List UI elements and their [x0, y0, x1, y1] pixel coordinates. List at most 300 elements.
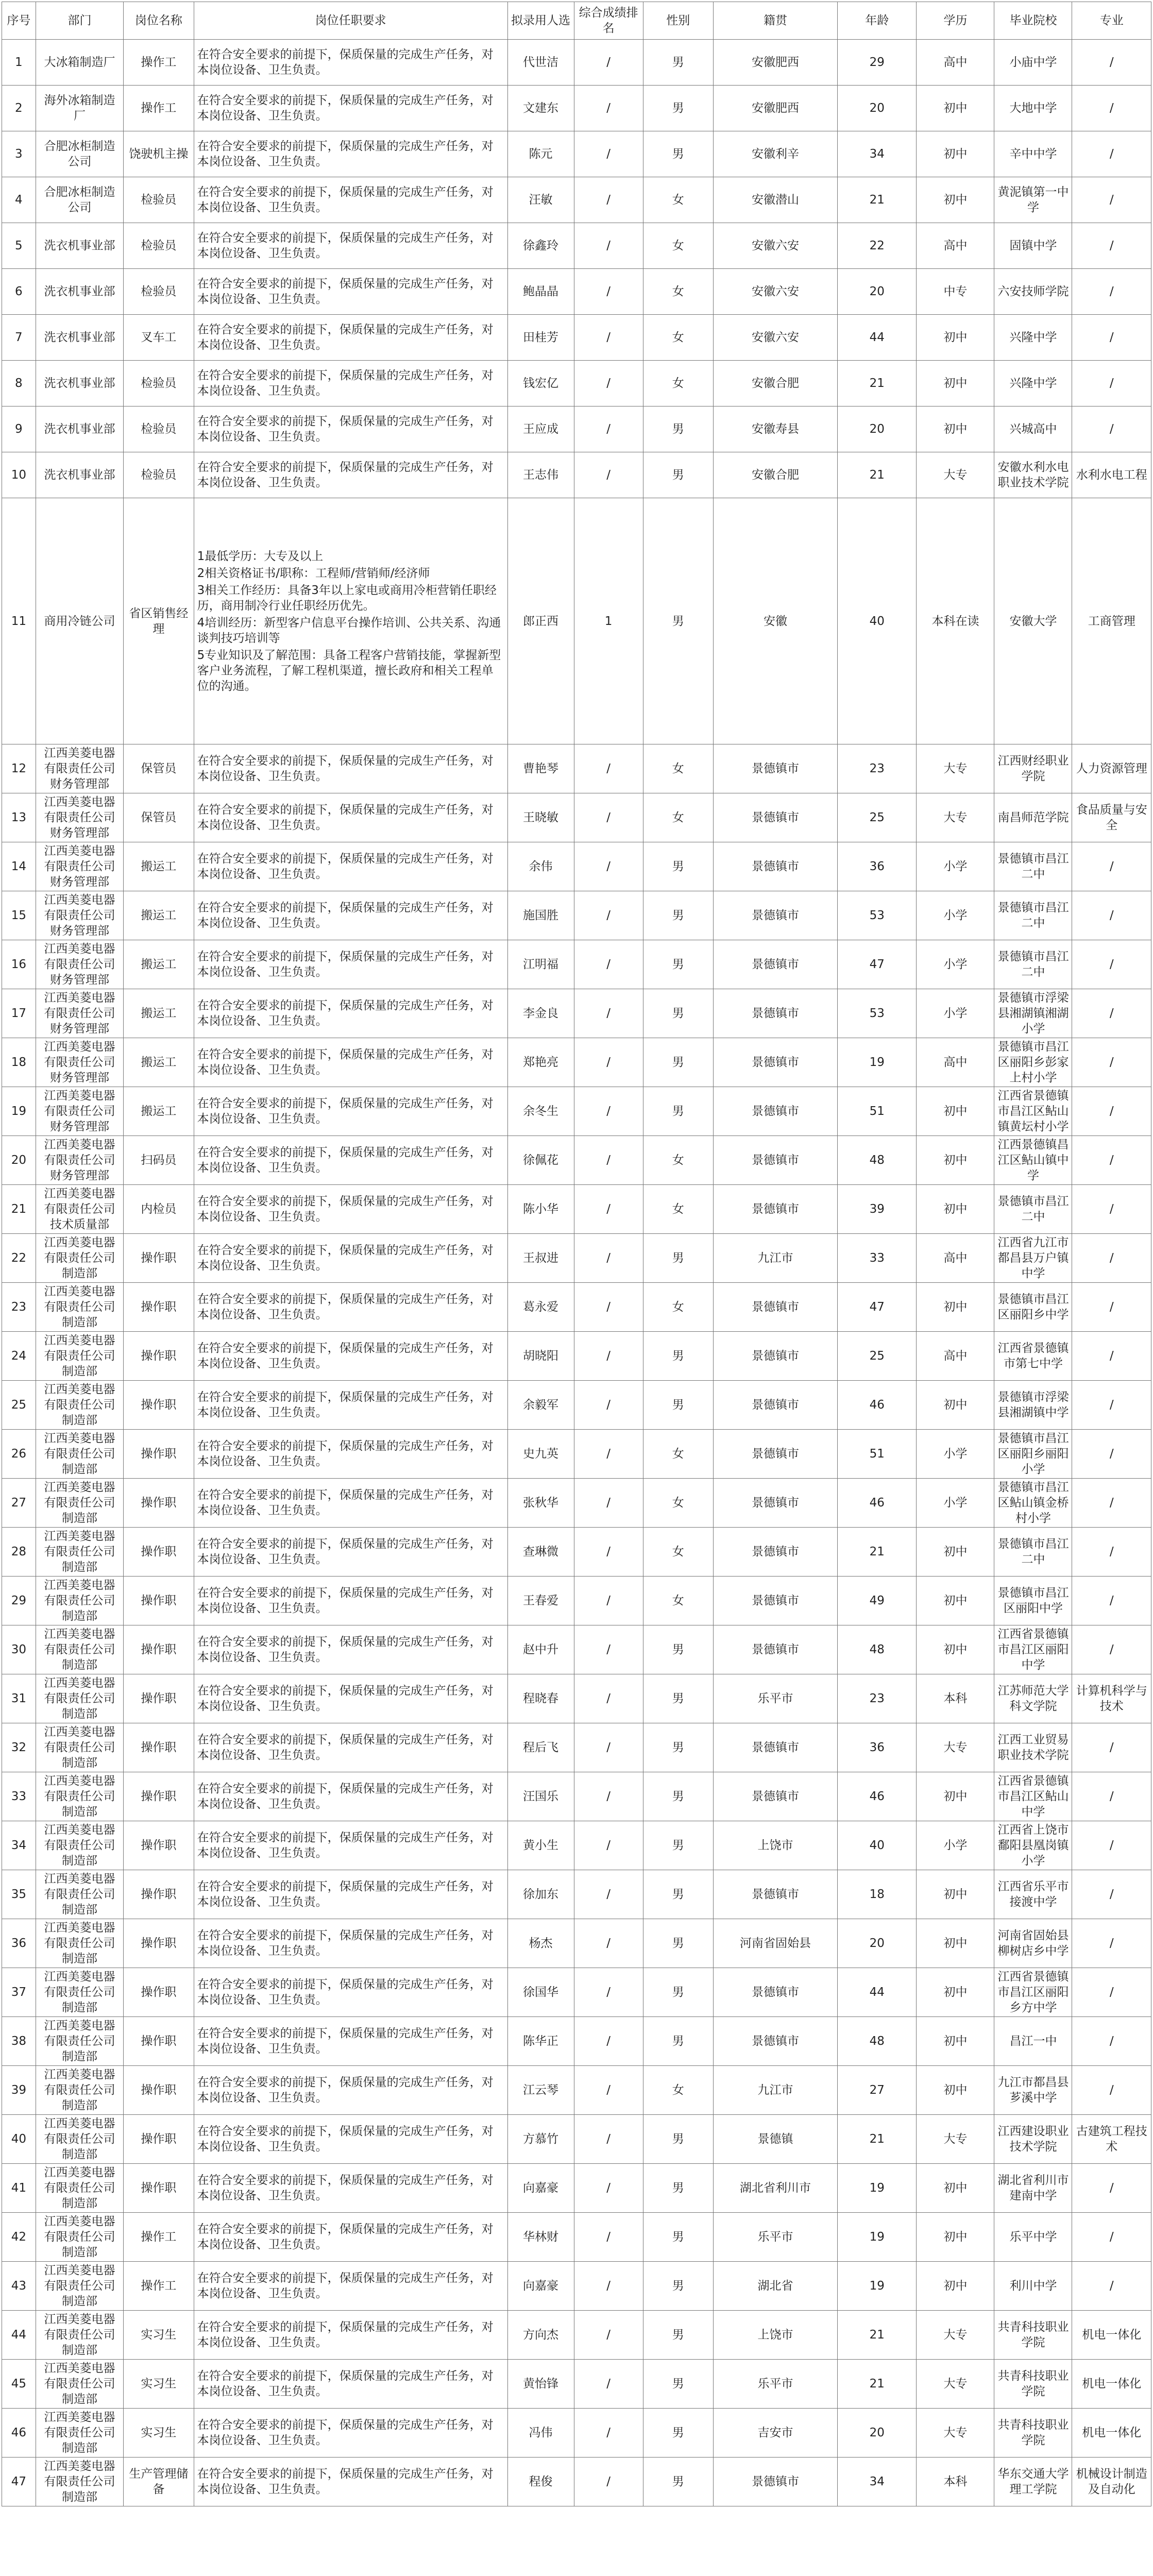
sex-cell: 男: [643, 989, 713, 1038]
age-cell: 19: [838, 1038, 917, 1087]
school-cell: 景德镇市昌江二中: [994, 842, 1072, 891]
age-cell: 39: [838, 1185, 917, 1234]
job-title-cell: 操作职: [124, 1381, 194, 1430]
rank-cell: /: [574, 2115, 643, 2164]
sex-cell: 男: [643, 1674, 713, 1723]
candidate-name-cell: 程俊: [507, 2458, 574, 2506]
job-title-cell: 搬运工: [124, 1087, 194, 1136]
candidate-name-cell: 徐加东: [507, 1870, 574, 1919]
header-rank: 综合成绩排名: [574, 2, 643, 40]
age-cell: 29: [838, 40, 917, 86]
table-row: [2, 793, 1151, 842]
origin-cell: 景德镇市: [713, 1381, 837, 1430]
table-header-row: [2, 2, 1151, 40]
department-cell: 江西美菱电器有限责任公司财务管理部: [36, 1038, 123, 1087]
department-cell: 江西美菱电器有限责任公司制造部: [36, 2311, 123, 2360]
job-requirement-cell: 在符合安全要求的前提下，保质保量的完成生产任务，对本岗位设备、卫生负责。: [194, 2360, 507, 2409]
job-title-cell: 操作职: [124, 1479, 194, 1528]
row-number-cell: 4: [2, 177, 36, 223]
education-cell: 小学: [917, 940, 994, 989]
candidate-name-cell: 程后飞: [507, 1723, 574, 1772]
school-cell: 江西省景德镇市昌江区丽阳乡方中学: [994, 1968, 1072, 2017]
origin-cell: 景德镇市: [713, 1968, 837, 2017]
job-requirement-cell: 在符合安全要求的前提下，保质保量的完成生产任务，对本岗位设备、卫生负责。: [194, 361, 507, 406]
rank-cell: /: [574, 406, 643, 452]
origin-cell: 安徽六安: [713, 315, 837, 361]
row-number-cell: 34: [2, 1821, 36, 1870]
row-number-cell: 11: [2, 498, 36, 744]
sex-cell: 男: [643, 2164, 713, 2213]
school-cell: 江西省景德镇市第七中学: [994, 1332, 1072, 1381]
major-cell: 机电一体化: [1072, 2409, 1151, 2458]
origin-cell: 景德镇市: [713, 1723, 837, 1772]
school-cell: 乐平中学: [994, 2213, 1072, 2262]
age-cell: 21: [838, 361, 917, 406]
job-requirement-cell: 在符合安全要求的前提下，保质保量的完成生产任务，对本岗位设备、卫生负责。: [194, 269, 507, 315]
origin-cell: 安徽潜山: [713, 177, 837, 223]
candidate-name-cell: 王志伟: [507, 452, 574, 498]
rank-cell: 1: [574, 498, 643, 744]
education-cell: 高中: [917, 1234, 994, 1283]
candidate-name-cell: 郑艳亮: [507, 1038, 574, 1087]
table-row: [2, 842, 1151, 891]
school-cell: 湖北省利川市建南中学: [994, 2164, 1072, 2213]
origin-cell: 安徽肥西: [713, 40, 837, 86]
sex-cell: 男: [643, 842, 713, 891]
sex-cell: 男: [643, 2409, 713, 2458]
rank-cell: /: [574, 842, 643, 891]
header-education: 学历: [917, 2, 994, 40]
major-cell: /: [1072, 1087, 1151, 1136]
department-cell: 江西美菱电器有限责任公司制造部: [36, 2213, 123, 2262]
school-cell: 江西省景德镇市昌江区鲇山中学: [994, 1772, 1072, 1821]
candidate-name-cell: 曹艳琴: [507, 744, 574, 793]
school-cell: 兴隆中学: [994, 361, 1072, 406]
major-cell: /: [1072, 1870, 1151, 1919]
candidate-name-cell: 李金良: [507, 989, 574, 1038]
row-number-cell: 31: [2, 1674, 36, 1723]
education-cell: 本科: [917, 1674, 994, 1723]
department-cell: 江西美菱电器有限责任公司制造部: [36, 2360, 123, 2409]
job-requirement-cell: 在符合安全要求的前提下，保质保量的完成生产任务，对本岗位设备、卫生负责。: [194, 1087, 507, 1136]
job-title-cell: 操作职: [124, 1332, 194, 1381]
school-cell: 辛中中学: [994, 131, 1072, 177]
table-row: [2, 1332, 1151, 1381]
sex-cell: 男: [643, 406, 713, 452]
school-cell: 江苏师范大学科文学院: [994, 1674, 1072, 1723]
department-cell: 江西美菱电器有限责任公司制造部: [36, 1234, 123, 1283]
department-cell: 江西美菱电器有限责任公司制造部: [36, 1674, 123, 1723]
job-requirement-cell: 在符合安全要求的前提下，保质保量的完成生产任务，对本岗位设备、卫生负责。: [194, 131, 507, 177]
education-cell: 高中: [917, 40, 994, 86]
school-cell: 共青科技职业学院: [994, 2409, 1072, 2458]
job-title-cell: 搬运工: [124, 989, 194, 1038]
candidate-name-cell: 田桂芳: [507, 315, 574, 361]
school-cell: 六安技师学院: [994, 269, 1072, 315]
school-cell: 景德镇市昌江二中: [994, 1185, 1072, 1234]
education-cell: 高中: [917, 223, 994, 269]
candidate-name-cell: 张秋华: [507, 1479, 574, 1528]
rank-cell: /: [574, 1185, 643, 1234]
job-title-cell: 实习生: [124, 2360, 194, 2409]
candidate-name-cell: 葛永爱: [507, 1283, 574, 1332]
major-cell: /: [1072, 1625, 1151, 1674]
school-cell: 景德镇市昌江二中: [994, 1528, 1072, 1577]
job-requirement-cell: 在符合安全要求的前提下，保质保量的完成生产任务，对本岗位设备、卫生负责。: [194, 1625, 507, 1674]
origin-cell: 安徽合肥: [713, 361, 837, 406]
origin-cell: 安徽六安: [713, 223, 837, 269]
candidate-name-cell: 徐鑫玲: [507, 223, 574, 269]
education-cell: 本科在读: [917, 498, 994, 744]
school-cell: 江西省景德镇市昌江区鲇山镇黄坛村小学: [994, 1087, 1072, 1136]
school-cell: 共青科技职业学院: [994, 2311, 1072, 2360]
education-cell: 高中: [917, 1038, 994, 1087]
origin-cell: 景德镇市: [713, 1038, 837, 1087]
row-number-cell: 42: [2, 2213, 36, 2262]
department-cell: 江西美菱电器有限责任公司制造部: [36, 1968, 123, 2017]
age-cell: 44: [838, 1968, 917, 2017]
table-row: [2, 1381, 1151, 1430]
major-cell: /: [1072, 891, 1151, 940]
sex-cell: 男: [643, 2213, 713, 2262]
rank-cell: /: [574, 2066, 643, 2115]
table-row: [2, 498, 1151, 744]
sex-cell: 男: [643, 40, 713, 86]
department-cell: 海外冰箱制造厂: [36, 86, 123, 131]
row-number-cell: 22: [2, 1234, 36, 1283]
major-cell: 机械设计制造及自动化: [1072, 2458, 1151, 2506]
header-candidate: 拟录用人选: [507, 2, 574, 40]
requirement-item: 2相关资格证书/职称：工程师/营销师/经济师: [197, 566, 430, 580]
sex-cell: 女: [643, 1283, 713, 1332]
job-requirement-cell: 在符合安全要求的前提下，保质保量的完成生产任务，对本岗位设备、卫生负责。: [194, 1381, 507, 1430]
age-cell: 20: [838, 2409, 917, 2458]
table-row: [2, 1479, 1151, 1528]
school-cell: 南昌师范学院: [994, 793, 1072, 842]
major-cell: /: [1072, 361, 1151, 406]
job-requirement-cell: 在符合安全要求的前提下，保质保量的完成生产任务，对本岗位设备、卫生负责。: [194, 2458, 507, 2506]
education-cell: 大专: [917, 744, 994, 793]
table-row: [2, 40, 1151, 86]
row-number-cell: 46: [2, 2409, 36, 2458]
row-number-cell: 9: [2, 406, 36, 452]
origin-cell: 景德镇市: [713, 1087, 837, 1136]
rank-cell: /: [574, 452, 643, 498]
job-requirement-cell: 在符合安全要求的前提下，保质保量的完成生产任务，对本岗位设备、卫生负责。: [194, 2409, 507, 2458]
table-row: [2, 2409, 1151, 2458]
department-cell: 江西美菱电器有限责任公司制造部: [36, 2164, 123, 2213]
origin-cell: 景德镇市: [713, 1870, 837, 1919]
rank-cell: /: [574, 1723, 643, 1772]
table-row: [2, 2458, 1151, 2506]
department-cell: 江西美菱电器有限责任公司财务管理部: [36, 744, 123, 793]
job-title-cell: 检验员: [124, 406, 194, 452]
origin-cell: 景德镇市: [713, 1479, 837, 1528]
candidate-name-cell: 余冬生: [507, 1087, 574, 1136]
age-cell: 23: [838, 744, 917, 793]
age-cell: 47: [838, 1283, 917, 1332]
job-title-cell: 操作职: [124, 2017, 194, 2066]
table-row: [2, 223, 1151, 269]
table-row: [2, 1136, 1151, 1185]
origin-cell: 乐平市: [713, 2360, 837, 2409]
job-title-cell: 操作职: [124, 1234, 194, 1283]
row-number-cell: 40: [2, 2115, 36, 2164]
department-cell: 江西美菱电器有限责任公司制造部: [36, 1919, 123, 1968]
candidate-name-cell: 鲍晶晶: [507, 269, 574, 315]
job-title-cell: 省区销售经理: [124, 498, 194, 744]
row-number-cell: 1: [2, 40, 36, 86]
job-requirement-cell: 在符合安全要求的前提下，保质保量的完成生产任务，对本岗位设备、卫生负责。: [194, 315, 507, 361]
candidate-name-cell: 汪敏: [507, 177, 574, 223]
table-row: [2, 315, 1151, 361]
job-requirement-cell: 在符合安全要求的前提下，保质保量的完成生产任务，对本岗位设备、卫生负责。: [194, 1674, 507, 1723]
row-number-cell: 29: [2, 1577, 36, 1625]
job-requirement-cell: 在符合安全要求的前提下，保质保量的完成生产任务，对本岗位设备、卫生负责。: [194, 1430, 507, 1479]
education-cell: 初中: [917, 1528, 994, 1577]
job-requirement-cell: 在符合安全要求的前提下，保质保量的完成生产任务，对本岗位设备、卫生负责。: [194, 1968, 507, 2017]
major-cell: /: [1072, 989, 1151, 1038]
sex-cell: 女: [643, 1479, 713, 1528]
department-cell: 江西美菱电器有限责任公司财务管理部: [36, 940, 123, 989]
table-row: [2, 2360, 1151, 2409]
education-cell: 大专: [917, 2409, 994, 2458]
table-row: [2, 2311, 1151, 2360]
rank-cell: /: [574, 1528, 643, 1577]
school-cell: 江西建设职业技术学院: [994, 2115, 1072, 2164]
school-cell: 景德镇市昌江区丽阳乡彭家上村小学: [994, 1038, 1072, 1087]
age-cell: 21: [838, 2360, 917, 2409]
major-cell: /: [1072, 131, 1151, 177]
row-number-cell: 38: [2, 2017, 36, 2066]
row-number-cell: 5: [2, 223, 36, 269]
sex-cell: 男: [643, 452, 713, 498]
origin-cell: 湖北省利川市: [713, 2164, 837, 2213]
table-row: [2, 940, 1151, 989]
table-row: [2, 1919, 1151, 1968]
education-cell: 小学: [917, 842, 994, 891]
age-cell: 40: [838, 1821, 917, 1870]
sex-cell: 女: [643, 1577, 713, 1625]
origin-cell: 安徽六安: [713, 269, 837, 315]
rank-cell: /: [574, 2409, 643, 2458]
candidate-name-cell: 黄怡锋: [507, 2360, 574, 2409]
age-cell: 27: [838, 2066, 917, 2115]
requirement-item: 1最低学历：大专及以上: [197, 549, 324, 563]
department-cell: 江西美菱电器有限责任公司财务管理部: [36, 891, 123, 940]
school-cell: 江西省景德镇市昌江区丽阳中学: [994, 1625, 1072, 1674]
education-cell: 初中: [917, 1185, 994, 1234]
age-cell: 51: [838, 1087, 917, 1136]
job-requirement-cell: 在符合安全要求的前提下，保质保量的完成生产任务，对本岗位设备、卫生负责。: [194, 452, 507, 498]
job-requirement-cell: 在符合安全要求的前提下，保质保量的完成生产任务，对本岗位设备、卫生负责。: [194, 1479, 507, 1528]
rank-cell: /: [574, 1674, 643, 1723]
job-requirement-cell: 在符合安全要求的前提下，保质保量的完成生产任务，对本岗位设备、卫生负责。: [194, 940, 507, 989]
origin-cell: 上饶市: [713, 2311, 837, 2360]
department-cell: 江西美菱电器有限责任公司制造部: [36, 2066, 123, 2115]
major-cell: 机电一体化: [1072, 2311, 1151, 2360]
candidate-name-cell: 王叔进: [507, 1234, 574, 1283]
table-row: [2, 1528, 1151, 1577]
rank-cell: /: [574, 2458, 643, 2506]
job-title-cell: 实习生: [124, 2311, 194, 2360]
education-cell: 初中: [917, 131, 994, 177]
age-cell: 33: [838, 1234, 917, 1283]
age-cell: 53: [838, 891, 917, 940]
education-cell: 初中: [917, 1625, 994, 1674]
rank-cell: /: [574, 1870, 643, 1919]
job-title-cell: 保管员: [124, 744, 194, 793]
sex-cell: 女: [643, 1136, 713, 1185]
department-cell: 洗衣机事业部: [36, 452, 123, 498]
school-cell: 景德镇市浮梁县湘湖镇湘湖小学: [994, 989, 1072, 1038]
job-title-cell: 检验员: [124, 452, 194, 498]
job-title-cell: 操作职: [124, 1870, 194, 1919]
education-cell: 初中: [917, 2164, 994, 2213]
school-cell: 景德镇市昌江区丽阳中学: [994, 1577, 1072, 1625]
candidate-name-cell: 余伟: [507, 842, 574, 891]
age-cell: 22: [838, 223, 917, 269]
header-no: 序号: [2, 2, 36, 40]
rank-cell: /: [574, 2311, 643, 2360]
sex-cell: 男: [643, 1919, 713, 1968]
major-cell: /: [1072, 940, 1151, 989]
age-cell: 20: [838, 1919, 917, 1968]
rank-cell: /: [574, 1430, 643, 1479]
job-requirement-cell: 在符合安全要求的前提下，保质保量的完成生产任务，对本岗位设备、卫生负责。: [194, 2213, 507, 2262]
origin-cell: 上饶市: [713, 1821, 837, 1870]
job-requirement-cell: 在符合安全要求的前提下，保质保量的完成生产任务，对本岗位设备、卫生负责。: [194, 1234, 507, 1283]
header-requirement: 岗位任职要求: [194, 2, 507, 40]
table-body: [2, 40, 1151, 2506]
table-row: [2, 2164, 1151, 2213]
job-requirement-cell: 在符合安全要求的前提下，保质保量的完成生产任务，对本岗位设备、卫生负责。: [194, 2017, 507, 2066]
job-requirement-cell: 在符合安全要求的前提下，保质保量的完成生产任务，对本岗位设备、卫生负责。: [194, 842, 507, 891]
department-cell: 江西美菱电器有限责任公司财务管理部: [36, 989, 123, 1038]
rank-cell: /: [574, 361, 643, 406]
sex-cell: 男: [643, 1870, 713, 1919]
job-requirement-cell: 在符合安全要求的前提下，保质保量的完成生产任务，对本岗位设备、卫生负责。: [194, 1723, 507, 1772]
education-cell: 初中: [917, 1870, 994, 1919]
origin-cell: 景德镇市: [713, 940, 837, 989]
department-cell: 江西美菱电器有限责任公司财务管理部: [36, 1087, 123, 1136]
candidate-name-cell: 王应成: [507, 406, 574, 452]
major-cell: /: [1072, 1136, 1151, 1185]
job-requirement-cell: 在符合安全要求的前提下，保质保量的完成生产任务，对本岗位设备、卫生负责。: [194, 1136, 507, 1185]
rank-cell: /: [574, 989, 643, 1038]
age-cell: 18: [838, 1870, 917, 1919]
table-row: [2, 1870, 1151, 1919]
header-sex: 性别: [643, 2, 713, 40]
age-cell: 19: [838, 2164, 917, 2213]
candidate-name-cell: 方向杰: [507, 2311, 574, 2360]
rank-cell: /: [574, 2164, 643, 2213]
age-cell: 40: [838, 498, 917, 744]
origin-cell: 乐平市: [713, 1674, 837, 1723]
sex-cell: 女: [643, 223, 713, 269]
rank-cell: /: [574, 131, 643, 177]
table-row: [2, 1674, 1151, 1723]
sex-cell: 男: [643, 498, 713, 744]
job-requirement-cell: 在符合安全要求的前提下，保质保量的完成生产任务，对本岗位设备、卫生负责。: [194, 1919, 507, 1968]
rank-cell: /: [574, 744, 643, 793]
candidate-name-cell: 徐佩花: [507, 1136, 574, 1185]
department-cell: 江西美菱电器有限责任公司制造部: [36, 1283, 123, 1332]
age-cell: 21: [838, 2115, 917, 2164]
job-title-cell: 操作工: [124, 2262, 194, 2311]
sex-cell: 男: [643, 2311, 713, 2360]
candidate-name-cell: 钱宏亿: [507, 361, 574, 406]
table-row: [2, 1625, 1151, 1674]
origin-cell: 景德镇市: [713, 842, 837, 891]
table-row: [2, 744, 1151, 793]
row-number-cell: 45: [2, 2360, 36, 2409]
table-row: [2, 1087, 1151, 1136]
table-row: [2, 1577, 1151, 1625]
education-cell: 初中: [917, 361, 994, 406]
table-row: [2, 2017, 1151, 2066]
table-row: [2, 1283, 1151, 1332]
department-cell: 江西美菱电器有限责任公司制造部: [36, 1577, 123, 1625]
age-cell: 25: [838, 1332, 917, 1381]
age-cell: 44: [838, 315, 917, 361]
origin-cell: 景德镇市: [713, 989, 837, 1038]
major-cell: /: [1072, 1234, 1151, 1283]
job-title-cell: 保管员: [124, 793, 194, 842]
origin-cell: 安徽: [713, 498, 837, 744]
job-title-cell: 操作职: [124, 1528, 194, 1577]
table-row: [2, 989, 1151, 1038]
sex-cell: 男: [643, 2458, 713, 2506]
table-row: [2, 361, 1151, 406]
table-row: [2, 1430, 1151, 1479]
education-cell: 中专: [917, 269, 994, 315]
header-job: 岗位名称: [124, 2, 194, 40]
candidate-name-cell: 江云琴: [507, 2066, 574, 2115]
department-cell: 江西美菱电器有限责任公司制造部: [36, 1528, 123, 1577]
age-cell: 48: [838, 1136, 917, 1185]
sex-cell: 男: [643, 2262, 713, 2311]
candidate-name-cell: 代世洁: [507, 40, 574, 86]
table-row: [2, 1234, 1151, 1283]
department-cell: 洗衣机事业部: [36, 269, 123, 315]
row-number-cell: 7: [2, 315, 36, 361]
candidate-name-cell: 冯伟: [507, 2409, 574, 2458]
education-cell: 大专: [917, 793, 994, 842]
department-cell: 江西美菱电器有限责任公司制造部: [36, 2458, 123, 2506]
school-cell: 江西省乐平市接渡中学: [994, 1870, 1072, 1919]
origin-cell: 景德镇市: [713, 1136, 837, 1185]
job-requirement-cell: 在符合安全要求的前提下，保质保量的完成生产任务，对本岗位设备、卫生负责。: [194, 2164, 507, 2213]
school-cell: 景德镇市昌江二中: [994, 940, 1072, 989]
age-cell: 36: [838, 842, 917, 891]
major-cell: /: [1072, 1332, 1151, 1381]
school-cell: 江西景德镇昌江区鲇山镇中学: [994, 1136, 1072, 1185]
major-cell: 水利水电工程: [1072, 452, 1151, 498]
department-cell: 江西美菱电器有限责任公司制造部: [36, 1430, 123, 1479]
header-school: 毕业院校: [994, 2, 1072, 40]
department-cell: 江西美菱电器有限责任公司制造部: [36, 1772, 123, 1821]
table-row: [2, 131, 1151, 177]
age-cell: 19: [838, 2213, 917, 2262]
department-cell: 江西美菱电器有限责任公司制造部: [36, 2017, 123, 2066]
row-number-cell: 27: [2, 1479, 36, 1528]
school-cell: 江西省九江市都昌县万户镇中学: [994, 1234, 1072, 1283]
education-cell: 初中: [917, 2213, 994, 2262]
sex-cell: 男: [643, 131, 713, 177]
major-cell: 机电一体化: [1072, 2360, 1151, 2409]
rank-cell: /: [574, 1479, 643, 1528]
